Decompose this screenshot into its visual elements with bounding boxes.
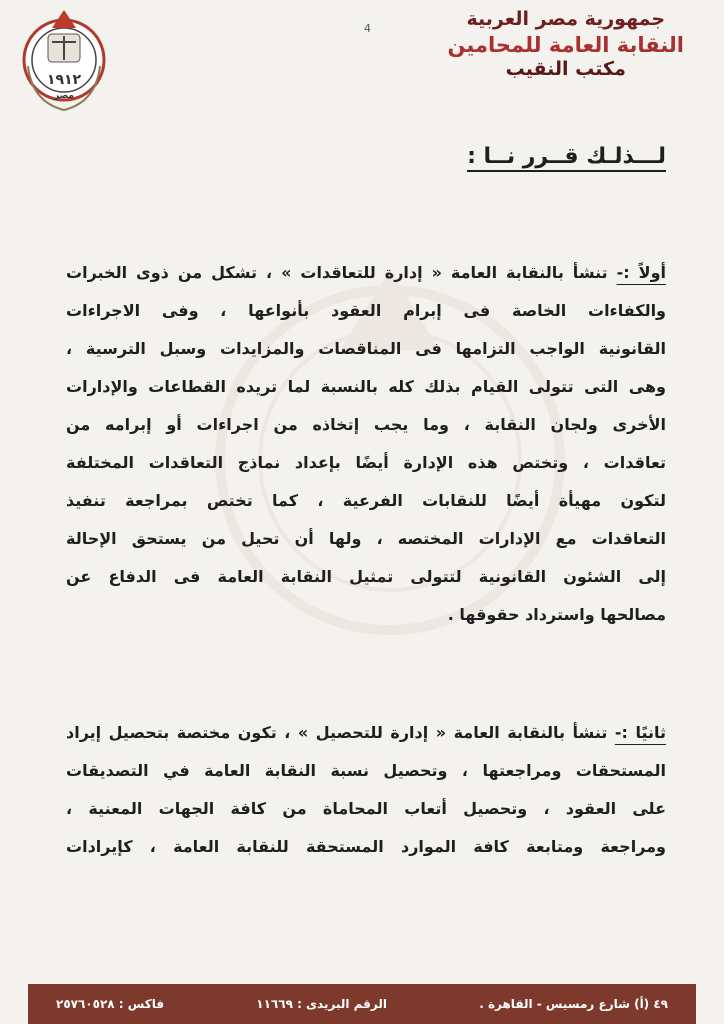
- logo-city: مصر: [53, 91, 75, 101]
- paragraph-line: مصالحها واسترداد حقوقها .: [447, 605, 666, 624]
- page-number: 4: [364, 22, 371, 35]
- footer-fax: فاكس : ٢٥٧٦٠٥٢٨: [56, 997, 165, 1011]
- paragraph-text: تنشأ بالنقابة العامة « إدارة للتعاقدات » ، تشكل من ذوى الخبرات: [66, 263, 608, 282]
- header-country: جمهورية مصر العربية: [466, 8, 666, 30]
- paragraph-first: [66, 254, 666, 634]
- paragraph-line: التعاقدات مع الإدارات المختصه ، ولها أن تحيل من يستحق الإحالة: [66, 529, 666, 548]
- paragraph-line: لتكون مهيأة أيضًا للنقابات الفرعية ، كما تختص بمراجعة تنفيذ: [66, 491, 666, 510]
- paragraph-second: [66, 714, 666, 866]
- letterhead: [448, 8, 685, 82]
- bar-association-logo: [18, 6, 110, 124]
- section-title-text: لـــذلـك قــرر نــا :: [467, 144, 666, 169]
- footer-address: ٤٩ (أ) شارع رمسيس - القاهرة .: [479, 997, 668, 1011]
- paragraph-line: الأخرى ولجان النقابة ، وما يجب إتخاذه من اجراءات أو إبرامه من: [66, 415, 666, 434]
- paragraph-line: [66, 254, 666, 292]
- footer-postal-code: الرقم البريدى : ١١٦٦٩: [256, 997, 387, 1011]
- paragraph-line: وهى التى تتولى القيام بذلك كله بالنسبة لما تريده القطاعات والإدارات: [66, 377, 666, 396]
- paragraph-line: ومراجعة ومتابعة كافة الموارد المستحقة للنقابة العامة ، كإيرادات: [66, 837, 666, 856]
- paragraph-text: تنشأ بالنقابة العامة « إدارة للتحصيل » ، تكون مختصة بتحصيل إيراد: [66, 723, 608, 742]
- paragraph-label: أولاً :-: [616, 263, 666, 282]
- paragraph-label: ثانيًا :-: [614, 723, 666, 742]
- paragraph-line: إلى الشئون القانونية لتتولى تمثيل النقابة العامة فى الدفاع عن: [66, 567, 666, 586]
- paragraph-line: القانونية الواجب التزامها فى المناقصات والمزايدات وسبل الترسية ،: [66, 339, 666, 358]
- paragraph-line: المستحقات ومراجعتها ، وتحصيل نسبة النقابة العامة في التصديقات: [66, 761, 666, 780]
- footer-bar: [28, 984, 696, 1024]
- paragraph-line: [66, 714, 666, 752]
- section-title: [467, 144, 666, 169]
- paragraph-line: والكفاءات الخاصة فى إبرام العقود بأنواعها ، وفى الاجراءات: [66, 301, 666, 320]
- header-office: مكتب النقيب: [505, 58, 626, 80]
- logo-year: ١٩١٢: [46, 72, 82, 88]
- header-organization: النقابة العامة للمحامين: [447, 32, 684, 57]
- paragraph-line: على العقود ، وتحصيل أتعاب المحاماة من كافة الجهات المعنية ،: [66, 799, 666, 818]
- paragraph-line: تعاقدات ، وتختص هذه الإدارة أيضًا بإعداد نماذج التعاقدات المختلفة: [66, 453, 666, 472]
